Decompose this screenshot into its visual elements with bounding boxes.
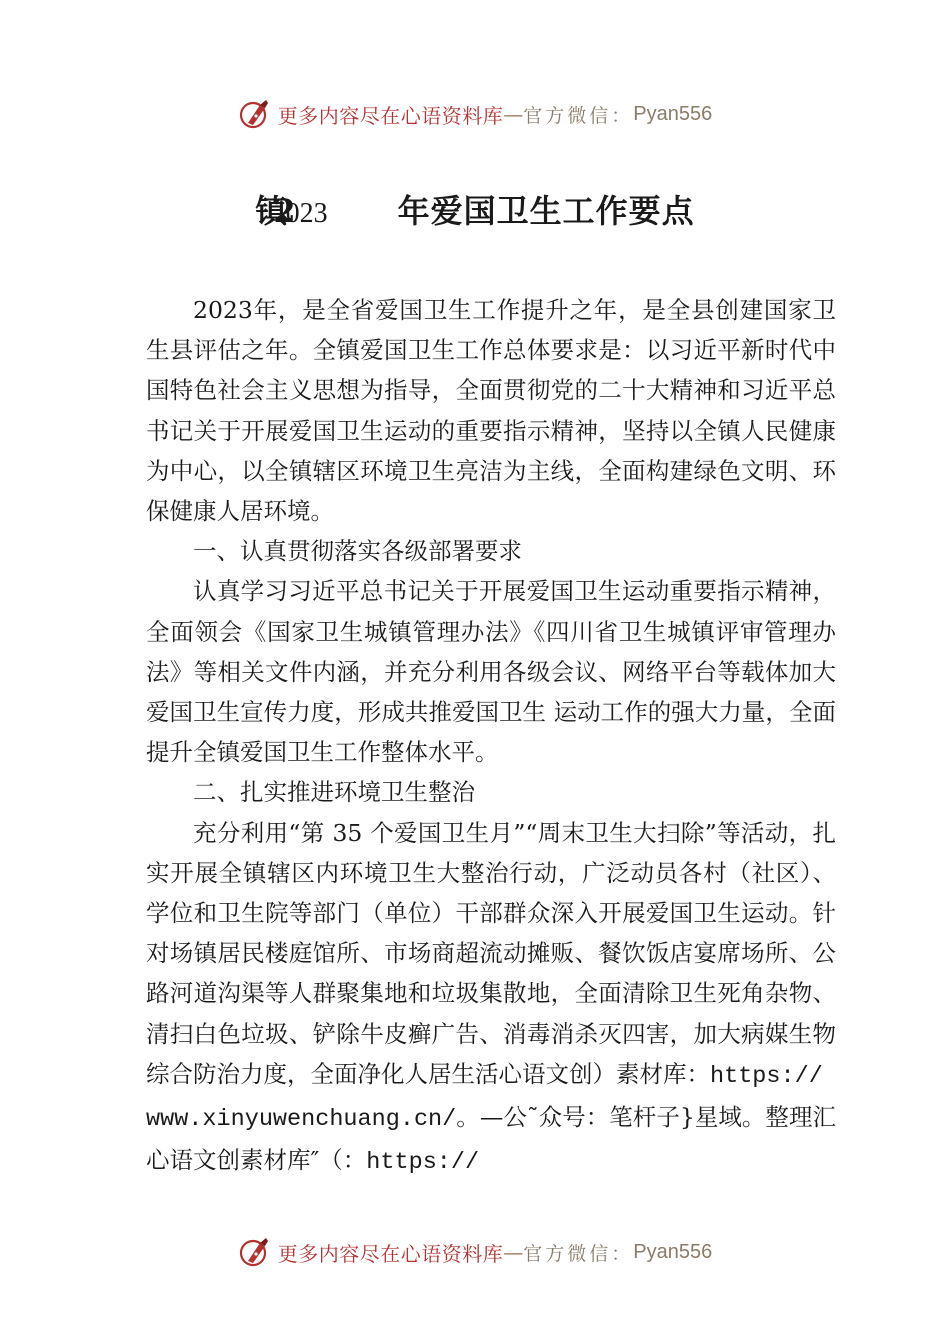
- watermark-label: 官方微信：: [523, 1242, 634, 1265]
- section-paragraph-1: 认真学习习近平总书记关于开展爱国卫生运动重要指示精神，全面领会《国家卫生城镇管理办法》《四川省卫生城镇评审管理办法》等相关文件内涵，并充分利用各级会议、网络平台等载体加大爱国卫生宣传力度，形成共推爱国卫生 运动工作的强大力量，全面提升全镇爱国卫生工作整体水平。: [146, 577, 836, 767]
- watermark-wechat-id: Pyan556: [633, 102, 713, 125]
- watermark-main-text: 更多内容尽在心语资料库: [277, 103, 504, 128]
- para2-url-part2: www.xinyuwenchuang.cn/: [146, 1106, 457, 1134]
- intro-paragraph: 2023年，是全省爱国卫生工作提升之年，是全县创建国家卫生县评估之年。全镇爱国卫生工作总体要求是：以习近平新时代中国特色社会主义思想为指导，全面贯彻党的二十大精神和习近平总书记关于开展爱国卫生运动的重要指示精神，坚持以全镇人民健康为中心，以全镇辖区环境卫生亮洁为主线，全面构建绿色文明、环保健康人居环境。: [146, 296, 836, 526]
- watermark-wechat-id: Pyan556: [633, 1240, 713, 1263]
- document-title: [0, 186, 950, 232]
- para2-tail: 。—公˜众号：笔杆子}星域。整理汇心语文创素材库″（：: [146, 1103, 836, 1175]
- section-paragraph-2: [146, 813, 836, 1184]
- header-watermark: [0, 94, 950, 134]
- section-heading-1: 一、认真贯彻落实各级部署要求: [193, 537, 522, 566]
- title-year: 023: [285, 198, 328, 229]
- title-main: 年爱国卫生工作要点: [397, 192, 695, 230]
- pen-nib-logo-icon: [238, 97, 272, 131]
- pen-nib-logo-icon: [238, 1235, 272, 1269]
- document-body: [146, 290, 836, 1183]
- watermark-dash: —: [503, 102, 524, 126]
- footer-watermark: [0, 1232, 950, 1272]
- watermark-label: 官方微信：: [523, 104, 634, 127]
- section-heading-2: 二、扎实推进环境卫生整治: [193, 778, 475, 807]
- para2-url-part1: https://: [710, 1062, 823, 1090]
- para2-text: 充分利用“第 35 个爱国卫生月”“周末卫生大扫除”等活动，扎实开展全镇辖区内环境卫生大整治行动，广泛动员各村（社区）、学位和卫生院等部门（单位）干部群众深入开展爱国卫生运动。针对场镇居民楼庭馆所、市场商超流动摊贩、餐饮饭店宴席场所、公路河道沟渠等人群聚集地和垃圾集散地，全面清除卫生死角杂物、清扫白色垃圾、铲除牛皮癣广告、消毒消杀灭四害，加大病媒生物综合防治力度，全面净化人居生活心语文创）素材库：: [146, 818, 836, 1088]
- title-prefix: 镇2: [255, 192, 282, 230]
- watermark-dash: —: [503, 1240, 524, 1264]
- para2-url-part3: https://: [366, 1149, 480, 1177]
- watermark-main-text: 更多内容尽在心语资料库: [277, 1241, 504, 1266]
